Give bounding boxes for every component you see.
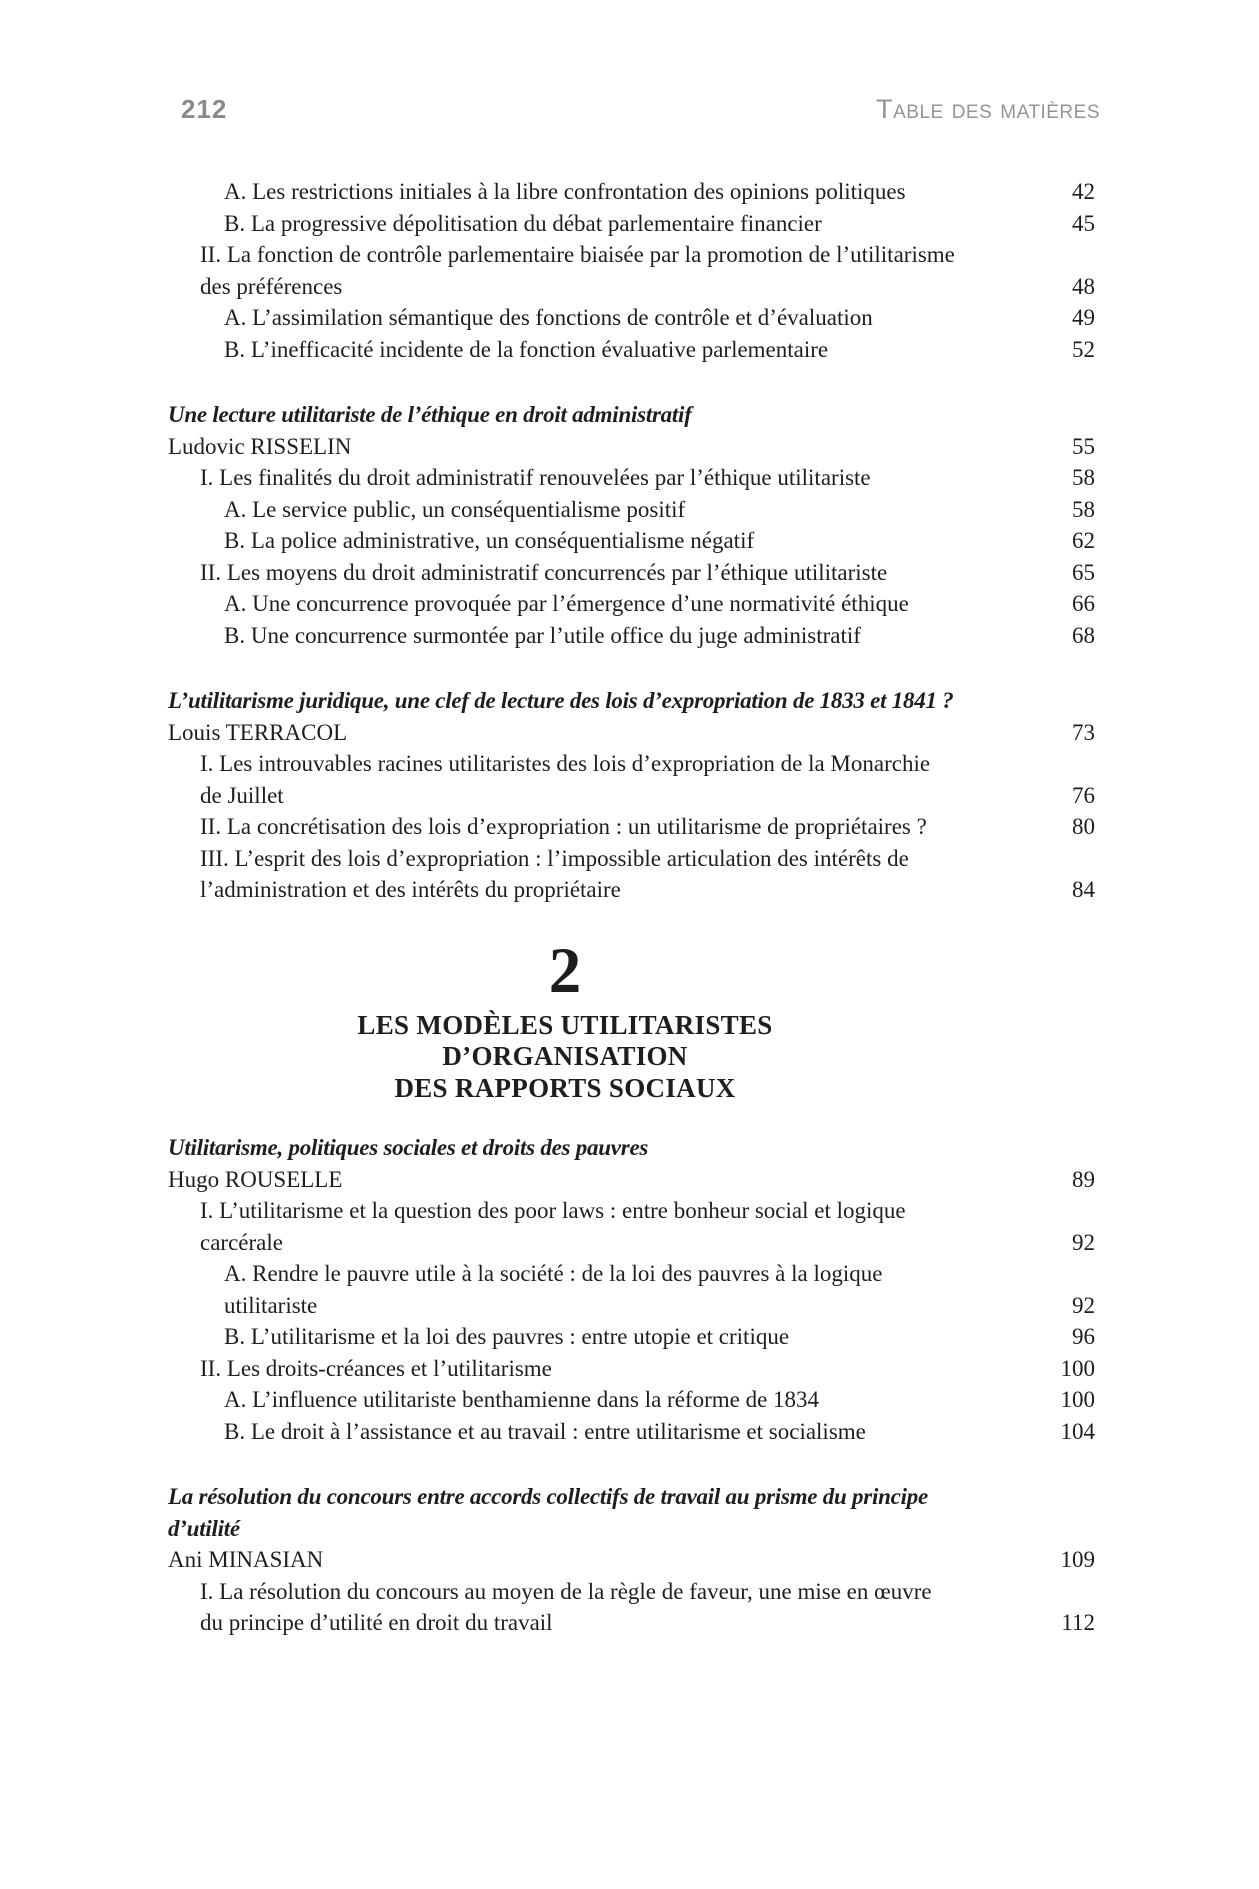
toc-entry-text: l’administration et des intérêts du propriétaire	[200, 877, 621, 902]
toc-entry	[168, 494, 1095, 526]
part-number: 2	[548, 934, 582, 1007]
toc-entry	[168, 271, 1095, 303]
toc-entry-text: III. L’esprit des lois d’expropriation : l’impossible articulation des intérêts de	[200, 845, 909, 871]
toc-entry-page: 96	[1072, 1324, 1095, 1349]
toc-entry	[168, 462, 1095, 494]
folio-number: 212	[181, 94, 228, 124]
toc-entry-page: 58	[1072, 496, 1095, 522]
toc-entry-page: 76	[1072, 782, 1095, 808]
running-title: Table des matières	[876, 94, 1100, 124]
toc-entry	[168, 1384, 1095, 1416]
toc-entry-text: de Juillet	[200, 782, 284, 808]
toc-entry	[168, 1290, 1095, 1322]
toc-entry	[168, 1195, 1095, 1227]
toc-entry-page: 89	[1072, 1166, 1095, 1192]
toc-entry-text: A. L’assimilation sémantique des fonctions de contrôle et d’évaluation	[224, 305, 873, 330]
toc-entry-text: A. Le service public, un conséquentialisme positif	[224, 496, 686, 522]
part-title-line-3: DES RAPPORTS SOCIAUX	[394, 1072, 736, 1103]
toc-entry	[168, 302, 1095, 334]
toc-entry-text: I. Les introuvables racines utilitaristes des lois d’expropriation de la Monarchie	[200, 751, 931, 776]
toc-entry-text: A. Rendre le pauvre utile à la société : de la loi des pauvres à la logique	[224, 1261, 883, 1286]
toc-entry-page: 80	[1072, 814, 1095, 839]
toc-author-name: Ludovic RISSELIN	[168, 433, 352, 459]
toc-entry-page: 45	[1072, 210, 1095, 236]
toc-entry	[168, 239, 1095, 271]
toc-entry-text: La résolution du concours entre accords collectifs de travail au prisme du principe	[168, 1484, 928, 1509]
toc-entry-text: Utilitarisme, politiques sociales et droits des pauvres	[168, 1135, 649, 1160]
toc-entry-text: B. Le droit à l’assistance et au travail : entre utilitarisme et socialisme	[224, 1418, 866, 1444]
toc-entry	[168, 208, 1095, 240]
toc-entry	[168, 780, 1095, 812]
toc-entry-page: 100	[1060, 1355, 1095, 1381]
toc-entry-page: 65	[1072, 559, 1095, 585]
toc-entry	[168, 557, 1095, 589]
table-of-contents	[168, 176, 1095, 1639]
toc-entry	[168, 874, 1095, 906]
toc-author-row	[168, 1544, 1095, 1576]
toc-entry-text: utilitariste	[224, 1292, 318, 1318]
toc-entry-text: I. La résolution du concours au moyen de la règle de faveur, une mise en œuvre	[200, 1578, 932, 1604]
toc-entry-page: 84	[1072, 877, 1095, 902]
part-heading	[168, 936, 962, 1105]
part-title-line-1: LES MODÈLES UTILITARISTES	[357, 1009, 773, 1040]
toc-chapter-title	[168, 1481, 1095, 1513]
toc-entry-page: 68	[1072, 622, 1095, 648]
toc-entry-page: 73	[1072, 719, 1095, 745]
toc-entry	[168, 1607, 1095, 1639]
toc-entry-page: 109	[1060, 1547, 1095, 1572]
toc-chapter-title	[168, 1513, 1095, 1545]
toc-entry-text: L’utilitarisme juridique, une clef de lecture des lois d’expropriation de 1833 et 1841 ?	[168, 688, 954, 713]
toc-entry-page: 92	[1072, 1292, 1095, 1318]
toc-entry-text: carcérale	[200, 1229, 283, 1255]
toc-entry-text: B. La progressive dépolitisation du débat parlementaire financier	[224, 210, 822, 236]
toc-entry	[168, 843, 1095, 875]
toc-entry-text: B. La police administrative, un conséquentialisme négatif	[224, 528, 755, 553]
toc-entry	[168, 620, 1095, 652]
toc-author-name: Ani MINASIAN	[168, 1547, 324, 1572]
toc-entry	[168, 588, 1095, 620]
toc-entry	[168, 334, 1095, 366]
toc-entry-page: 100	[1060, 1387, 1095, 1412]
toc-chapter-title	[168, 685, 1095, 717]
toc-entry-page: 42	[1072, 179, 1095, 204]
toc-entry-page: 52	[1072, 336, 1095, 362]
toc-chapter-title	[168, 399, 1095, 431]
toc-entry	[168, 1416, 1095, 1448]
toc-entry	[168, 748, 1095, 780]
toc-entry-text: B. Une concurrence surmontée par l’utile office du juge administratif	[224, 622, 861, 648]
toc-entry-text: II. La concrétisation des lois d’expropriation : un utilitarisme de propriétaires ?	[200, 814, 927, 839]
toc-author-row	[168, 1164, 1095, 1196]
toc-author-row	[168, 431, 1095, 463]
toc-entry-page: 112	[1061, 1610, 1095, 1635]
toc-entry-text: A. L’influence utilitariste benthamienne dans la réforme de 1834	[224, 1387, 820, 1412]
toc-entry	[168, 1227, 1095, 1259]
toc-entry-text: Une lecture utilitariste de l’éthique en droit administratif	[168, 402, 692, 427]
toc-entry-text: des préférences	[200, 273, 343, 299]
part-title-line-2: D’ORGANISATION	[442, 1041, 688, 1071]
toc-entry	[168, 1258, 1095, 1290]
toc-entry	[168, 811, 1095, 843]
toc-entry-text: B. L’inefficacité incidente de la fonction évaluative parlementaire	[224, 336, 829, 362]
toc-entry-page: 62	[1072, 528, 1095, 553]
toc-entry-text: II. La fonction de contrôle parlementaire biaisée par la promotion de l’utilitarisme	[200, 242, 955, 267]
toc-entry	[168, 1576, 1095, 1608]
toc-entry	[168, 176, 1095, 208]
toc-entry-text: du principe d’utilité en droit du travail	[200, 1610, 553, 1635]
page-header	[181, 96, 1100, 123]
toc-author-name: Hugo ROUSELLE	[168, 1166, 343, 1192]
toc-entry-text: II. Les droits-créances et l’utilitarisme	[200, 1355, 552, 1381]
toc-entry-text: d’utilité	[168, 1515, 240, 1541]
toc-author-name: Louis TERRACOL	[168, 719, 348, 745]
toc-chapter-title	[168, 1132, 1095, 1164]
toc-entry	[168, 1321, 1095, 1353]
toc-entry-page: 66	[1072, 591, 1095, 616]
toc-entry-page: 48	[1072, 273, 1095, 299]
toc-entry	[168, 525, 1095, 557]
toc-entry-page: 58	[1072, 465, 1095, 490]
toc-entry-text: A. Une concurrence provoquée par l’émergence d’une normativité éthique	[224, 591, 909, 616]
toc-entry-text: B. L’utilitarisme et la loi des pauvres : entre utopie et critique	[224, 1324, 790, 1349]
toc-author-row	[168, 717, 1095, 749]
toc-entry-page: 104	[1060, 1418, 1095, 1444]
toc-entry-text: A. Les restrictions initiales à la libre confrontation des opinions politiques	[224, 179, 906, 204]
toc-entry-page: 49	[1072, 305, 1095, 330]
toc-entry	[168, 1353, 1095, 1385]
toc-entry-page: 92	[1072, 1229, 1095, 1255]
toc-entry-page: 55	[1072, 433, 1095, 459]
toc-entry-text: I. L’utilitarisme et la question des poor laws : entre bonheur social et logique	[200, 1198, 906, 1223]
toc-entry-text: II. Les moyens du droit administratif concurrencés par l’éthique utilitariste	[200, 559, 888, 585]
toc-entry-text: I. Les finalités du droit administratif renouvelées par l’éthique utilitariste	[200, 465, 871, 490]
